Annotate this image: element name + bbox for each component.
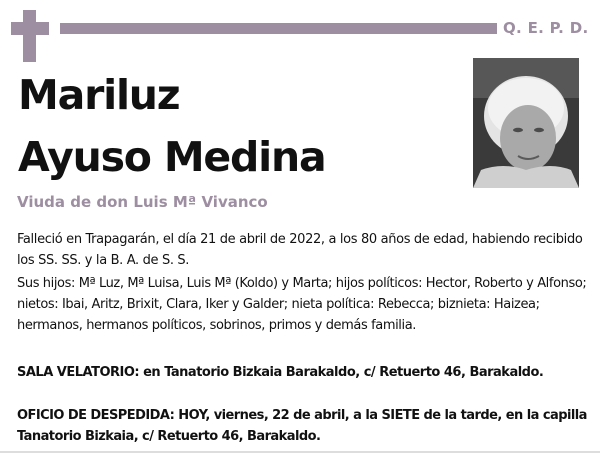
family-paragraph: Sus hijos: Mª Luz, Mª Luisa, Luis Mª (Koldo) y Marta; hijos políticos: Hector, Roberto y Alfonso; nietos: Ibai, Aritz, Brixit, Clara, Iker y Galder; nieta política: Rebecca; biznieta: Haizea; hermanos, hermanos políticos, sobrinos, primos y demás familia. [17, 276, 587, 333]
cross-icon [23, 10, 36, 62]
death-paragraph: Falleció en Trapagarán, el día 21 de abril de 2022, a los 80 años de edad, habiendo recibido los SS. SS. y la B. A. de S. S. [17, 232, 583, 268]
portrait-photo [473, 58, 579, 188]
portrait-image [473, 58, 579, 188]
bottom-border [0, 451, 600, 453]
widow-of-line: Viuda de don Luis Mª Vivanco [17, 193, 268, 211]
qepd-label: Q. E. P. D. [503, 19, 589, 37]
service-paragraph: OFICIO DE DESPEDIDA: HOY, viernes, 22 de abril, a la SIETE de la tarde, en la capilla Tanatorio Bizkaia, c/ Retuerto 46, Barakaldo. [17, 408, 587, 444]
header-rule [60, 23, 497, 34]
cross-icon-bar [11, 22, 49, 35]
wake-paragraph: SALA VELATORIO: en Tanatorio Bizkaia Barakaldo, c/ Retuerto 46, Barakaldo. [17, 365, 544, 380]
deceased-first-name: Mariluz [18, 71, 180, 119]
deceased-surnames: Ayuso Medina [18, 133, 326, 181]
